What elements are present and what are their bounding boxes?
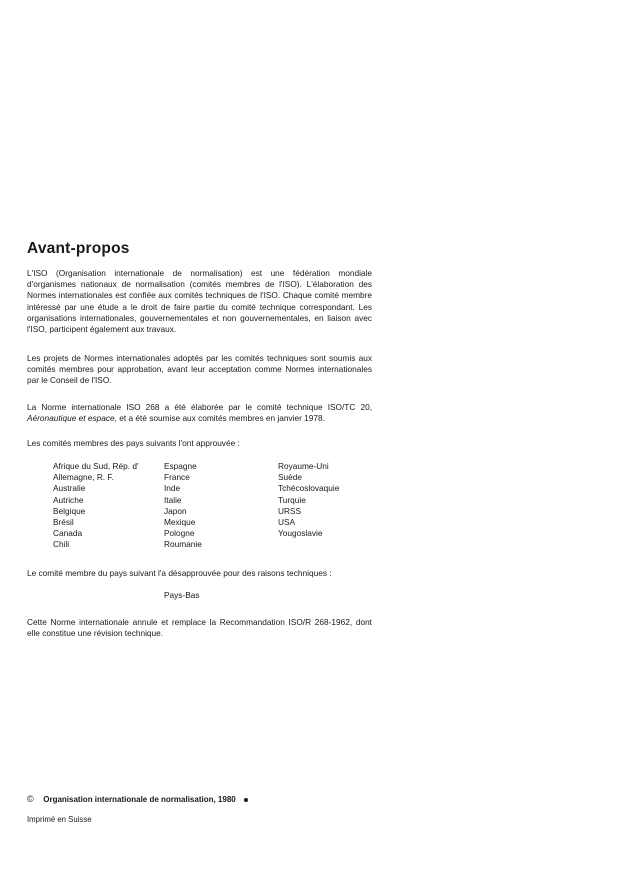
replacement-paragraph: Cette Norme internationale annule et remplace la Recommandation ISO/R 268-1962, dont elle constitue une révision technique.	[27, 617, 372, 639]
printed-in: Imprimé en Suisse	[27, 815, 92, 824]
country-item: Mexique	[164, 517, 196, 528]
country-item: Roumanie	[164, 539, 202, 550]
country-item: Espagne	[164, 461, 197, 471]
country-item: Australie	[53, 483, 86, 494]
bullet-icon	[244, 798, 248, 802]
country-item: Chili	[53, 539, 70, 550]
country-item: Brésil	[53, 517, 74, 528]
country-item: Allemagne, R. F.	[53, 472, 114, 483]
approval-paragraph: Les projets de Normes internationales adoptés par les comités techniques sont soumis aux comités membres pour approbation, avant leur acceptation comme Normes internationales par le Conseil de l'ISO.	[27, 353, 372, 386]
country-item: Autriche	[53, 494, 84, 505]
country-item: USA	[278, 517, 296, 528]
country-item: Japon	[164, 505, 187, 516]
country-item: Royaume-Uni	[278, 461, 329, 471]
copyright-icon: ©	[27, 794, 34, 804]
country-item: Pologne	[164, 528, 195, 539]
elaboration-paragraph	[27, 402, 372, 424]
elaboration-text: La Norme internationale ISO 268 a été élaborée par le comité technique ISO/TC 20,	[27, 402, 372, 412]
approving-countries-column-1	[53, 461, 139, 551]
intro-paragraph: L'ISO (Organisation internationale de normalisation) est une fédération mondiale d'organismes nationaux de normalisation (comités membres de l'ISO). L'élaboration des Normes internationales est confiée aux comités techniques de l'ISO. Chaque comité membre intéressé par une étude a le droit de faire partie du comité technique correspondant. Les organisations internationales, gouvernementales et non gouvernementales, en liaison avec l'ISO, participent également aux travaux.	[27, 268, 372, 335]
country-item: Inde	[164, 483, 181, 494]
country-item: Turquie	[278, 494, 306, 505]
country-item: URSS	[278, 505, 302, 516]
country-item: France	[164, 472, 190, 483]
country-item: Belgique	[53, 505, 86, 516]
approving-countries-column-2	[164, 461, 202, 551]
country-item: Suède	[278, 472, 302, 483]
copyright-organisation: Organisation internationale de normalisation, 1980	[43, 795, 236, 804]
committee-title: Aéronautique et espace,	[27, 413, 117, 424]
country-item: Tchécoslovaquie	[278, 483, 340, 494]
country-item: Yougoslavie	[278, 528, 323, 539]
country-item: Italie	[164, 494, 182, 505]
approving-intro: Les comités membres des pays suivants l'ont approuvée :	[27, 438, 240, 448]
country-item: Canada	[53, 528, 83, 539]
page-title: Avant-propos	[27, 240, 130, 257]
submission-text: et a été soumise aux comités membres en janvier 1978.	[116, 413, 325, 424]
country-item: Afrique du Sud, Rép. d'	[53, 461, 139, 471]
disapproving-intro: Le comité membre du pays suivant l'a désapprouvée pour des raisons techniques :	[27, 568, 332, 578]
copyright-footer	[27, 794, 248, 804]
approving-countries-column-3	[278, 461, 339, 539]
disapproving-country: Pays-Bas	[164, 590, 200, 600]
